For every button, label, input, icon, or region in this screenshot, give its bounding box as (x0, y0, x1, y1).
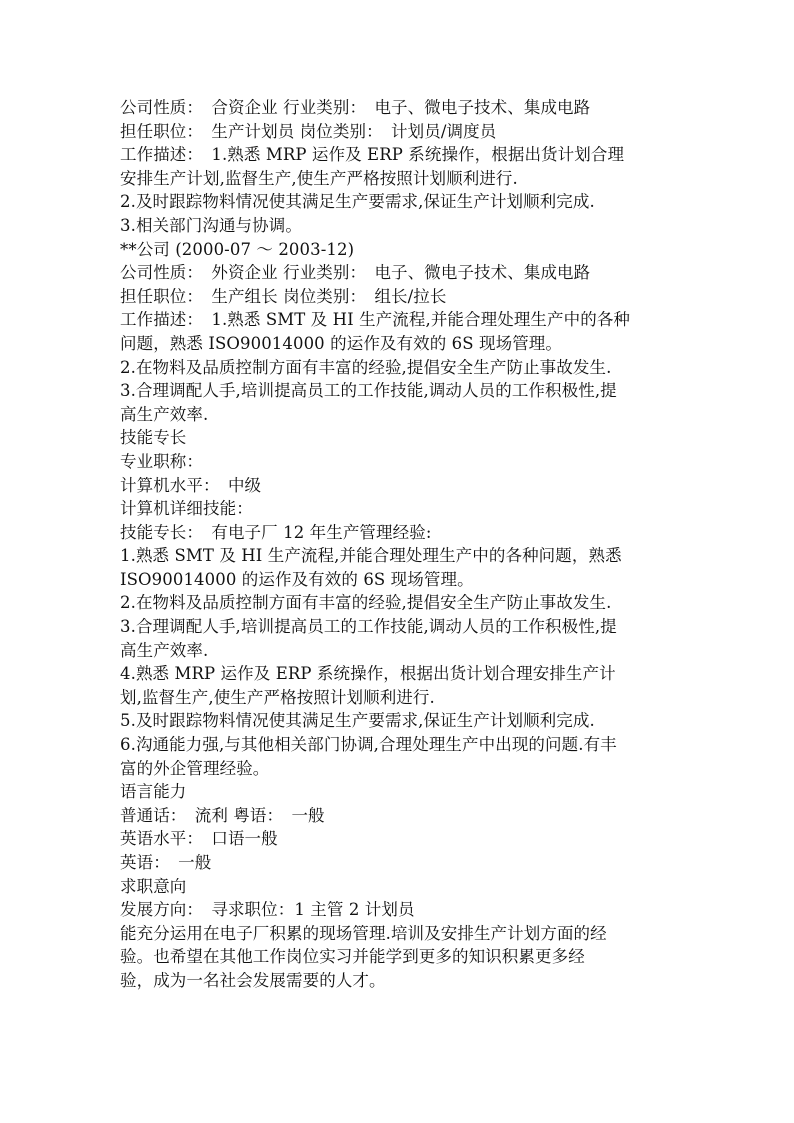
text-line: 专业职称： (120, 451, 203, 471)
text-line: 工作描述： 1.熟悉 MRP 运作及 ERP 系统操作，根据出货计划合理 (120, 145, 625, 165)
text-line: 问题，熟悉 ISO90014000 的运作及有效的 6S 现场管理。 (120, 333, 563, 353)
text-line: 2.及时跟踪物料情况使其满足生产要需求,保证生产计划顺利完成. (120, 192, 595, 212)
text-line: 公司性质： 外资企业 行业类别： 电子、微电子技术、集成电路 (120, 263, 591, 283)
text-line: 担任职位： 生产组长 岗位类别： 组长/拉长 (120, 286, 447, 306)
text-line: 安排生产计划,监督生产,使生产严格按照计划顺利进行. (120, 168, 518, 188)
text-line: 3.相关部门沟通与协调。 (120, 215, 302, 235)
text-line: 语言能力 (120, 782, 187, 802)
text-line: ISO90014000 的运作及有效的 6S 现场管理。 (120, 569, 474, 589)
text-line: 担任职位： 生产计划员 岗位类别： 计划员/调度员 (120, 121, 497, 141)
text-line: 技能专长 (120, 428, 187, 448)
text-line: **公司 (2000-07 ～ 2003-12) (120, 239, 355, 259)
text-line: 公司性质： 合资企业 行业类别： 电子、微电子技术、集成电路 (120, 98, 591, 117)
text-line: 技能专长： 有电子厂 12 年生产管理经验: (120, 522, 432, 542)
text-line: 4.熟悉 MRP 运作及 ERP 系统操作，根据出货计划合理安排生产计 (120, 664, 616, 684)
text-line: 6.沟通能力强,与其他相关部门协调,合理处理生产中出现的问题.有丰 (120, 735, 617, 755)
text-line: 英语水平： 口语一般 (120, 829, 278, 849)
text-line: 能充分运用在电子厂积累的现场管理.培训及安排生产计划方面的经 (120, 923, 607, 943)
text-line: 验。也希望在其他工作岗位实习并能学到更多的知识积累更多经 (120, 947, 585, 967)
text-line: 划,监督生产,使生产严格按照计划顺利进行. (120, 687, 435, 707)
text-line: 富的外企管理经验。 (120, 758, 270, 778)
text-line: 3.合理调配人手,培训提高员工的工作技能,调动人员的工作积极性,提 (120, 381, 617, 401)
text-line: 求职意向 (120, 876, 187, 896)
text-line: 2.在物料及品质控制方面有丰富的经验,提倡安全生产防止事故发生. (120, 357, 612, 377)
text-line: 英语： 一般 (120, 853, 212, 872)
text-line: 3.合理调配人手,培训提高员工的工作技能,调动人员的工作积极性,提 (120, 617, 617, 637)
text-line: 验，成为一名社会发展需要的人才。 (120, 970, 386, 990)
resume-text-body (120, 96, 676, 993)
text-line: 5.及时跟踪物料情况使其满足生产要需求,保证生产计划顺利完成. (120, 711, 595, 731)
text-line: 2.在物料及品质控制方面有丰富的经验,提倡安全生产防止事故发生. (120, 593, 612, 613)
text-line: 工作描述： 1.熟悉 SMT 及 HI 生产流程,并能合理处理生产中的各种 (120, 310, 631, 330)
text-line: 发展方向： 寻求职位：1 主管 2 计划员 (120, 900, 415, 920)
text-line: 计算机水平： 中级 (120, 475, 262, 495)
text-line: 高生产效率. (120, 404, 209, 424)
text-line: 1.熟悉 SMT 及 HI 生产流程,并能合理处理生产中的各种问题，熟悉 (120, 546, 622, 566)
text-line: 计算机详细技能： (120, 499, 253, 519)
text-line: 高生产效率. (120, 640, 209, 660)
text-line: 普通话： 流利 粤语： 一般 (120, 805, 325, 825)
